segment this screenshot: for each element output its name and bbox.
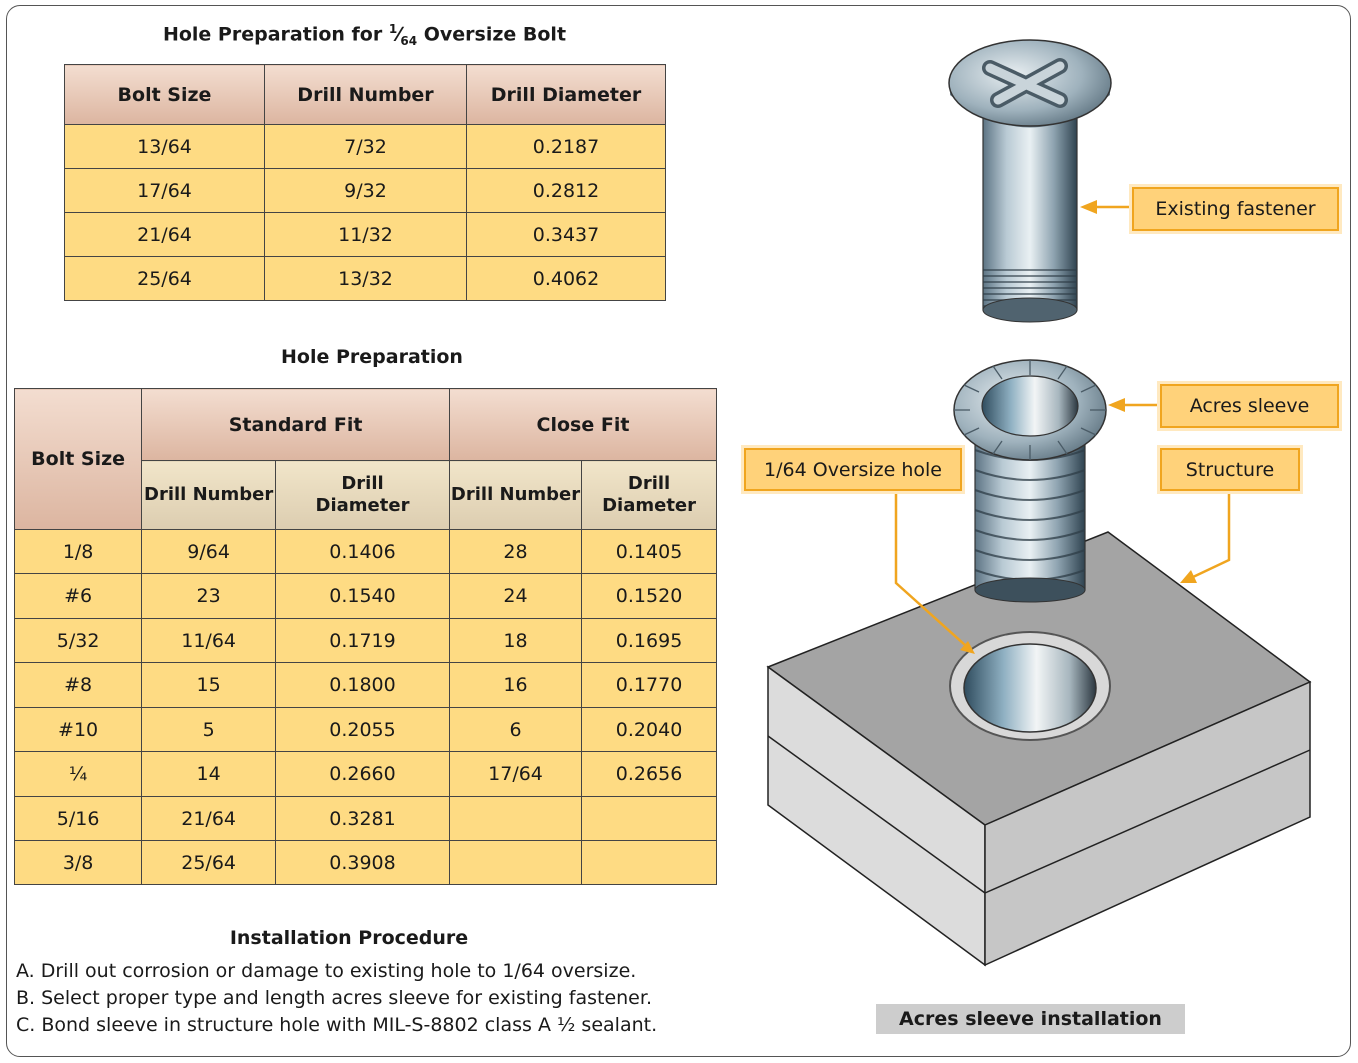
table-cell: 23 xyxy=(142,574,276,619)
callout-existing-fastener: Existing fastener xyxy=(1132,187,1339,231)
table-cell: 11/32 xyxy=(265,213,467,257)
table-cell: 0.1770 xyxy=(582,663,717,708)
table-cell: 21/64 xyxy=(65,213,265,257)
acres-sleeve xyxy=(954,360,1106,602)
callout-acres-sleeve: Acres sleeve xyxy=(1160,384,1339,428)
table-cell: 0.2660 xyxy=(276,752,450,797)
table-cell: #8 xyxy=(15,663,142,708)
table1-header-drill-number: Drill Number xyxy=(265,65,467,125)
table-cell: 14 xyxy=(142,752,276,797)
table-cell: 15 xyxy=(142,663,276,708)
table-cell: 17/64 xyxy=(65,169,265,213)
table-cell: 21/64 xyxy=(142,797,276,841)
table1-header-drill-diameter: Drill Diameter xyxy=(467,65,666,125)
table-cell: 13/64 xyxy=(65,125,265,169)
table-cell: 16 xyxy=(449,663,581,708)
table-cell: 18 xyxy=(449,619,581,663)
table-cell: 17/64 xyxy=(449,752,581,797)
table-cell: 5/32 xyxy=(15,619,142,663)
table-cell: 9/32 xyxy=(265,169,467,213)
table-cell: 0.1695 xyxy=(582,619,717,663)
table-cell: 0.2656 xyxy=(582,752,717,797)
table1-title: Hole Preparation for $^1⁄_{64}$ Oversize Bolt xyxy=(162,22,567,49)
table-cell: 11/64 xyxy=(142,619,276,663)
table-cell: 0.3281 xyxy=(276,797,450,841)
table-cell: 0.1520 xyxy=(582,574,717,619)
table2-header-close-fit: Close Fit xyxy=(449,389,716,461)
arrow-icon xyxy=(1108,398,1125,412)
table-cell: 7/32 xyxy=(265,125,467,169)
arrow-icon xyxy=(1080,200,1097,214)
procedure-title: Installation Procedure xyxy=(229,927,469,949)
procedure-step: C. Bond sleeve in structure hole with MIL-S-8802 class A ½ sealant. xyxy=(16,1014,658,1036)
table-cell: 0.2055 xyxy=(276,708,450,752)
table2-title: Hole Preparation xyxy=(281,346,463,368)
table1-header-bolt-size: Bolt Size xyxy=(65,65,265,125)
table-cell: #6 xyxy=(15,574,142,619)
table-cell: 9/64 xyxy=(142,530,276,574)
table-cell: 1/8 xyxy=(15,530,142,574)
table-cell: 0.2187 xyxy=(467,125,666,169)
table-cell: 6 xyxy=(449,708,581,752)
table2-header-standard-fit: Standard Fit xyxy=(142,389,450,461)
table-cell: 13/32 xyxy=(265,257,467,301)
table1-title-suffix: Oversize Bolt xyxy=(423,23,567,46)
table-cell: 0.1800 xyxy=(276,663,450,708)
callout-structure: Structure xyxy=(1160,448,1300,491)
table-cell: 0.1405 xyxy=(582,530,717,574)
table-cell: 0.1540 xyxy=(276,574,450,619)
figure-caption: Acres sleeve installation xyxy=(876,1004,1185,1034)
table-cell: 0.2040 xyxy=(582,708,717,752)
table-cell: 0.1406 xyxy=(276,530,450,574)
table-cell: 0.2812 xyxy=(467,169,666,213)
table-cell: 0.3908 xyxy=(276,841,450,885)
table-cell: 3/8 xyxy=(15,841,142,885)
table2-subheader-drill-number: Drill Number xyxy=(142,461,276,530)
table-cell: 25/64 xyxy=(65,257,265,301)
fraction-denominator: 64 xyxy=(400,34,418,49)
table-cell: 0.4062 xyxy=(467,257,666,301)
table-cell: 0.3437 xyxy=(467,213,666,257)
table-cell: #10 xyxy=(15,708,142,752)
procedure-step: B. Select proper type and length acres sleeve for existing fastener. xyxy=(16,987,652,1009)
table2-subheader-drill-diameter: Drill Diameter xyxy=(582,461,717,530)
table-cell: 28 xyxy=(449,530,581,574)
table-cell: 5/16 xyxy=(15,797,142,841)
table1-title-text: Hole Preparation for xyxy=(162,23,383,46)
procedure-step: A. Drill out corrosion or damage to existing hole to 1/64 oversize. xyxy=(16,960,637,982)
table2-subheader-drill-diameter: Drill Diameter xyxy=(276,461,450,530)
table-cell: ¼ xyxy=(15,752,142,797)
table-cell: 24 xyxy=(449,574,581,619)
table-cell: 5 xyxy=(142,708,276,752)
table-cell: 25/64 xyxy=(142,841,276,885)
table2-header-bolt-size: Bolt Size xyxy=(15,389,142,530)
table2-subheader-drill-number: Drill Number xyxy=(449,461,581,530)
fraction-numerator: 1 xyxy=(388,22,398,36)
existing-fastener xyxy=(949,40,1111,322)
callout-oversize-hole: 1/64 Oversize hole xyxy=(744,448,962,491)
table-cell: 0.1719 xyxy=(276,619,450,663)
